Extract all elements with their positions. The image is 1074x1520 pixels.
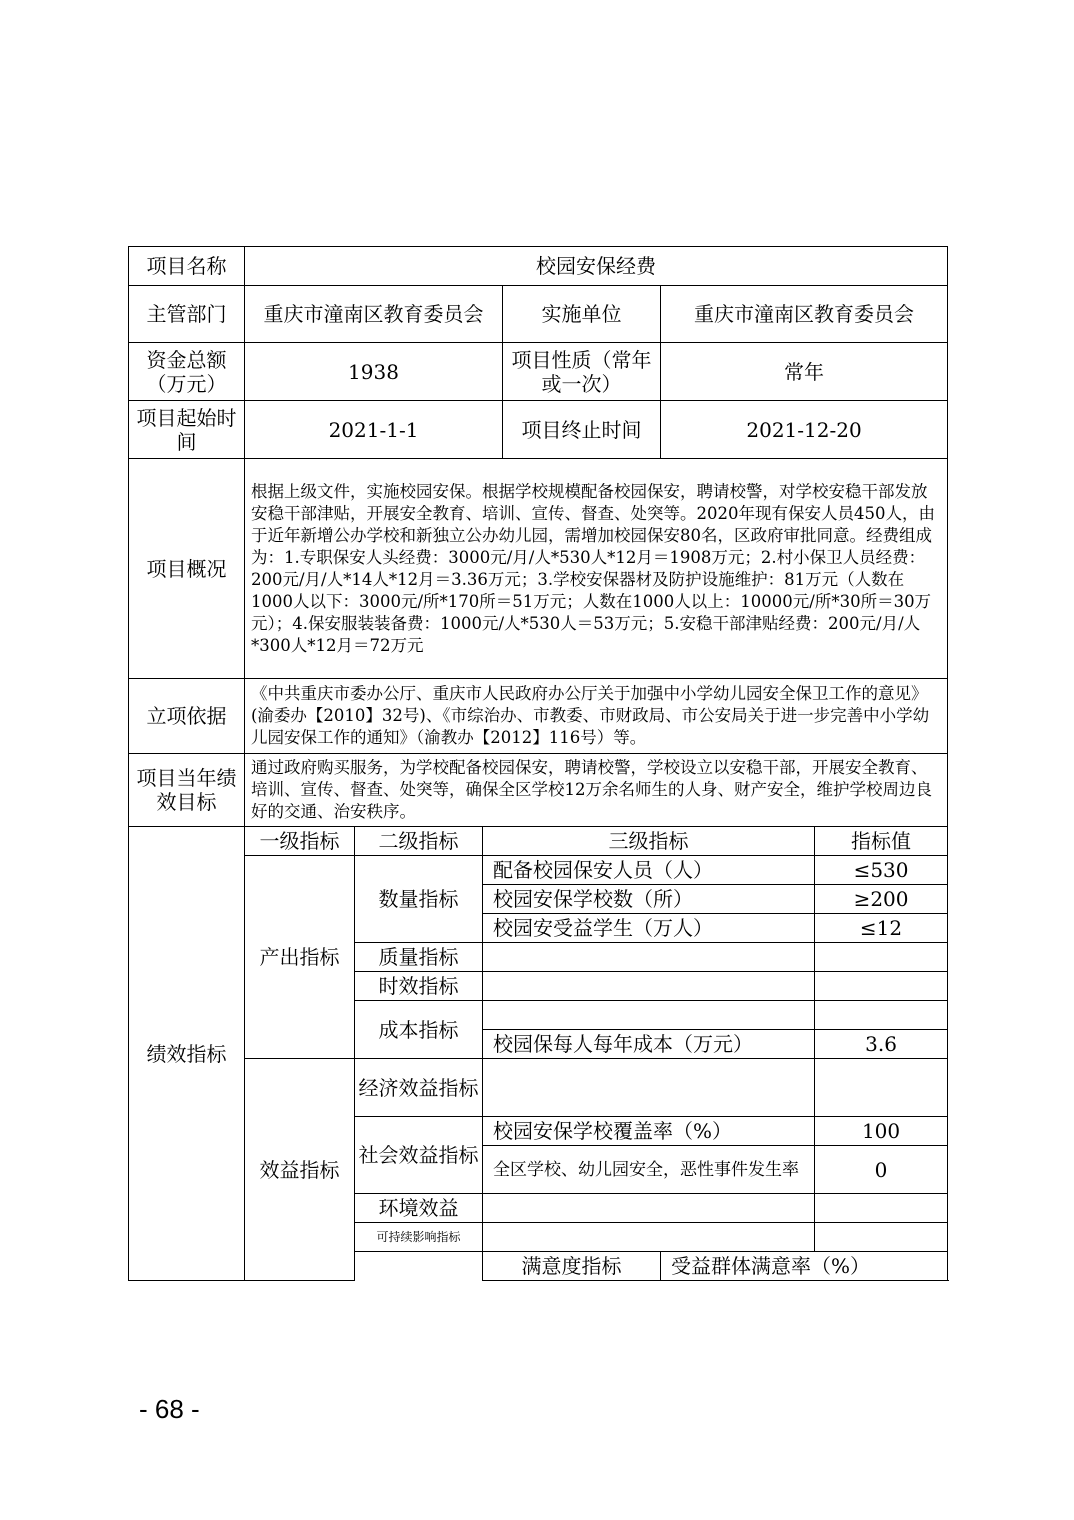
label-goal: 项目当年绩效目标: [129, 754, 245, 827]
c1-value: 3.6: [815, 1030, 948, 1059]
label-overview: 项目概况: [129, 459, 245, 679]
level2-quantity: 数量指标: [355, 856, 483, 943]
cost-empty-name: [483, 1001, 815, 1030]
label-start: 项目起始时间: [129, 401, 245, 459]
timeliness-value: [815, 972, 948, 1001]
level2-social: 社会效益指标: [355, 1117, 483, 1194]
label-project-name: 项目名称: [129, 247, 245, 286]
level2-sustain: 可持续影响指标: [355, 1223, 483, 1252]
label-end: 项目终止时间: [503, 401, 661, 459]
header-level3: 三级指标: [483, 827, 815, 856]
s1-name: 校园安保学校覆盖率（%）: [483, 1117, 815, 1146]
q1-name: 配备校园保安人员（人）: [483, 856, 815, 885]
q3-value: ≤12: [815, 914, 948, 943]
s1-value: 100: [815, 1117, 948, 1146]
page-number: - 68 -: [139, 1394, 200, 1424]
c1-name: 校园保每人每年成本（万元）: [483, 1030, 815, 1059]
project-table: [128, 246, 948, 1281]
q1-value: ≤530: [815, 856, 948, 885]
q2-value: ≥200: [815, 885, 948, 914]
level2-cost: 成本指标: [355, 1001, 483, 1059]
s2-name: 全区学校、幼儿园安全，恶性事件发生率: [483, 1146, 815, 1194]
value-impl: 重庆市潼南区教育委员会: [661, 286, 948, 343]
level1-output: 产出指标: [245, 856, 355, 1059]
label-nature: 项目性质（常年或一次）: [503, 343, 661, 401]
label-dept: 主管部门: [129, 286, 245, 343]
cost-empty-value: [815, 1001, 948, 1030]
value-overview: 根据上级文件，实施校园安保。根据学校规模配备校园保安，聘请校警，对学校安稳干部发放安稳干部津贴，开展安全教育、培训、宣传、督查、处突等。2020年现有保安人员450人，由于近年新增公办学校和新独立公办幼儿园，需增加校园保安80名，区政府审批同意。经费组成为：1.专职保安人头经费：3000元/月/人*530人*12月＝1908万元；2.村小保卫人员经费：200元/月/人*14人*12月＝3.36万元；3.学校安保器材及防护设施维护：81万元（人数在1000人以下：3000元/所*170所＝51万元；人数在1000人以上：10000元/所*30所＝30万元）；4.保安服装装备费：1000元/人*530人＝53万元；5.安稳干部津贴经费：200元/月/人*300人*12月＝72万元: [245, 459, 948, 679]
value-nature: 常年: [661, 343, 948, 401]
header-value: 指标值: [815, 827, 948, 856]
level1-benefit: 效益指标: [245, 1059, 355, 1281]
level2-economic: 经济效益指标: [355, 1059, 483, 1117]
value-goal: 通过政府购买服务，为学校配备校园保安，聘请校警，学校设立以安稳干部，开展安全教育、培训、宣传、督查、处突等，确保全区学校12万余名师生的人身、财产安全，维护学校周边良好的交通、治安秩序。: [245, 754, 948, 827]
header-level1: 一级指标: [245, 827, 355, 856]
sat1-name: 受益群体满意率（%）: [661, 1252, 948, 1281]
label-funds: 资金总额（万元）: [129, 343, 245, 401]
level1-satisfaction: 满意度指标: [483, 1252, 661, 1281]
sustain-name: [483, 1223, 815, 1252]
level2-environment: 环境效益: [355, 1194, 483, 1223]
value-end: 2021-12-20: [661, 401, 948, 459]
value-dept: 重庆市潼南区教育委员会: [245, 286, 503, 343]
benefit-spacer: [355, 1252, 483, 1281]
label-basis: 立项依据: [129, 679, 245, 754]
value-basis: 《中共重庆市委办公厅、重庆市人民政府办公厅关于加强中小学幼儿园安全保卫工作的意见》(渝委办【2010】32号)、《市综治办、市教委、市财政局、市公安局关于进一步完善中小学幼儿园安保工作的通知》（渝教办【2012】116号）等。: [245, 679, 948, 754]
value-start: 2021-1-1: [245, 401, 503, 459]
level2-timeliness: 时效指标: [355, 972, 483, 1001]
economic-name: [483, 1059, 815, 1117]
q2-name: 校园安保学校数（所）: [483, 885, 815, 914]
q3-name: 校园安受益学生（万人）: [483, 914, 815, 943]
s2-value: 0: [815, 1146, 948, 1194]
label-impl: 实施单位: [503, 286, 661, 343]
environment-value: [815, 1194, 948, 1223]
timeliness-name: [483, 972, 815, 1001]
value-project-name: 校园安保经费: [245, 247, 948, 286]
quality-name: [483, 943, 815, 972]
quality-value: [815, 943, 948, 972]
environment-name: [483, 1194, 815, 1223]
economic-value: [815, 1059, 948, 1117]
level2-quality: 质量指标: [355, 943, 483, 972]
sustain-value: [815, 1223, 948, 1252]
label-indicators: 绩效指标: [129, 827, 245, 1281]
header-level2: 二级指标: [355, 827, 483, 856]
value-funds: 1938: [245, 343, 503, 401]
